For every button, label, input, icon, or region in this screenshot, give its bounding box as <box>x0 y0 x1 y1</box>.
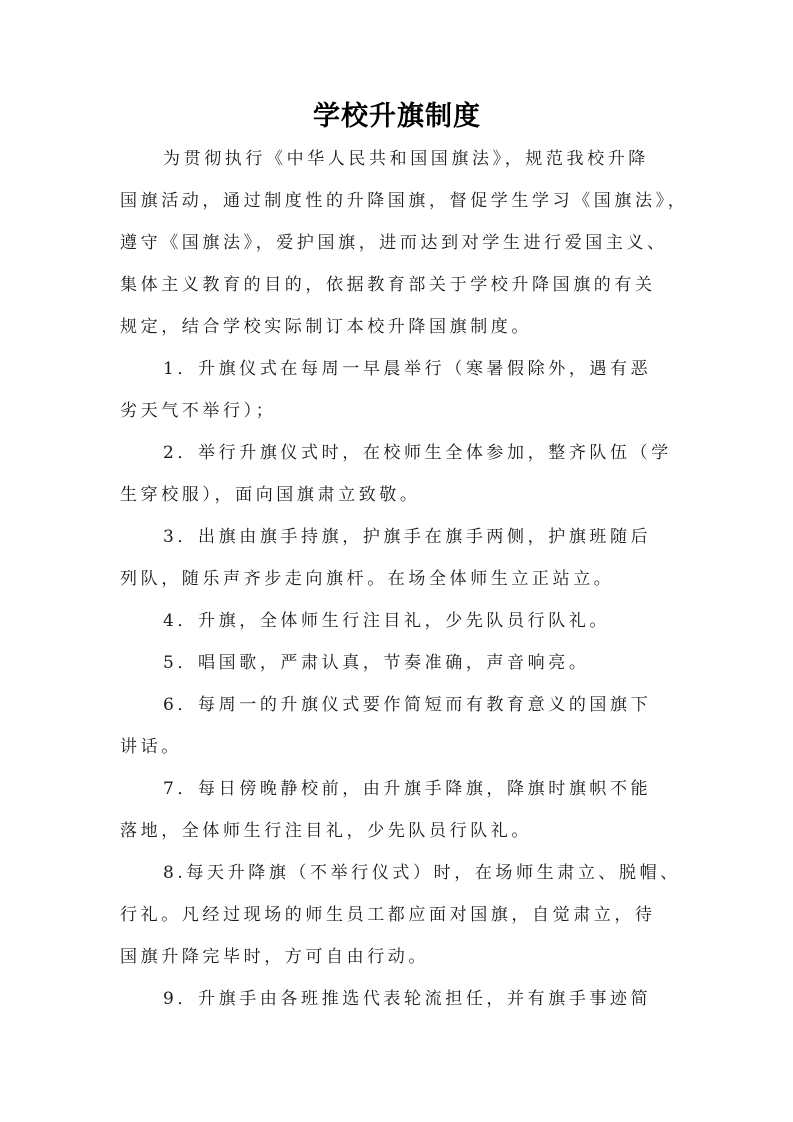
intro-line: 遵守《国旗法》，爱护国旗，进而达到对学生进行爱国主义、 <box>120 233 668 253</box>
rule-7 <box>120 768 674 852</box>
rule-line: 国旗升降完毕时，方可自由行动。 <box>120 947 429 967</box>
rule-9 <box>120 978 674 1020</box>
rule-5 <box>120 642 674 684</box>
rule-line: 8.每天升降旗（不举行仪式）时，在场师生肃立、脱帽、 <box>163 863 681 883</box>
rule-3 <box>120 516 674 600</box>
rule-line: 行礼。凡经过现场的师生员工都应面对国旗，自觉肃立，待 <box>120 905 656 925</box>
rule-line: 讲话。 <box>120 737 182 757</box>
rule-line: 2．举行升旗仪式时，在校师生全体参加，整齐队伍（学 <box>163 443 672 463</box>
intro-line: 规定，结合学校实际制订本校升降国旗制度。 <box>120 317 532 337</box>
rule-line: 6．每周一的升旗仪式要作简短而有教育意义的国旗下 <box>163 695 652 715</box>
rule-4 <box>120 600 674 642</box>
rule-6 <box>120 684 674 768</box>
document-page <box>120 96 689 1020</box>
rule-2 <box>120 432 674 516</box>
rule-line: 落地，全体师生行注目礼，少先队员行队礼。 <box>120 821 532 841</box>
rule-8 <box>120 852 681 978</box>
rule-line: 劣天气不举行）； <box>120 401 277 421</box>
rule-line: 4．升旗，全体师生行注目礼，少先队员行队礼。 <box>163 611 611 631</box>
rule-1 <box>120 348 674 432</box>
intro-line: 为贯彻执行《中华人民共和国国旗法》，规范我校升降 <box>163 149 649 169</box>
rule-line: 生穿校服），面向国旗肃立致敬。 <box>120 485 421 505</box>
rule-line: 1．升旗仪式在每周一早晨举行（寒暑假除外，遇有恶 <box>163 359 652 379</box>
rule-line: 列队，随乐声齐步走向旗杆。在场全体师生立正站立。 <box>120 569 615 589</box>
rule-line: 3．出旗由旗手持旗，护旗手在旗手两侧，护旗班随后 <box>163 527 652 547</box>
rule-line: 5．唱国歌，严肃认真，节奏准确，声音响亮。 <box>163 653 590 673</box>
intro-line: 集体主义教育的目的，依据教育部关于学校升降国旗的有关 <box>120 275 656 295</box>
intro-paragraph <box>120 138 689 348</box>
document-title: 学校升旗制度 <box>313 101 481 132</box>
intro-line: 国旗活动，通过制度性的升降国旗，督促学生学习《国旗法》， <box>120 191 689 211</box>
rule-line: 9．升旗手由各班推选代表轮流担任，并有旗手事迹简 <box>163 989 652 1009</box>
rule-line: 7．每日傍晚静校前，由升旗手降旗，降旗时旗帜不能 <box>163 779 652 799</box>
